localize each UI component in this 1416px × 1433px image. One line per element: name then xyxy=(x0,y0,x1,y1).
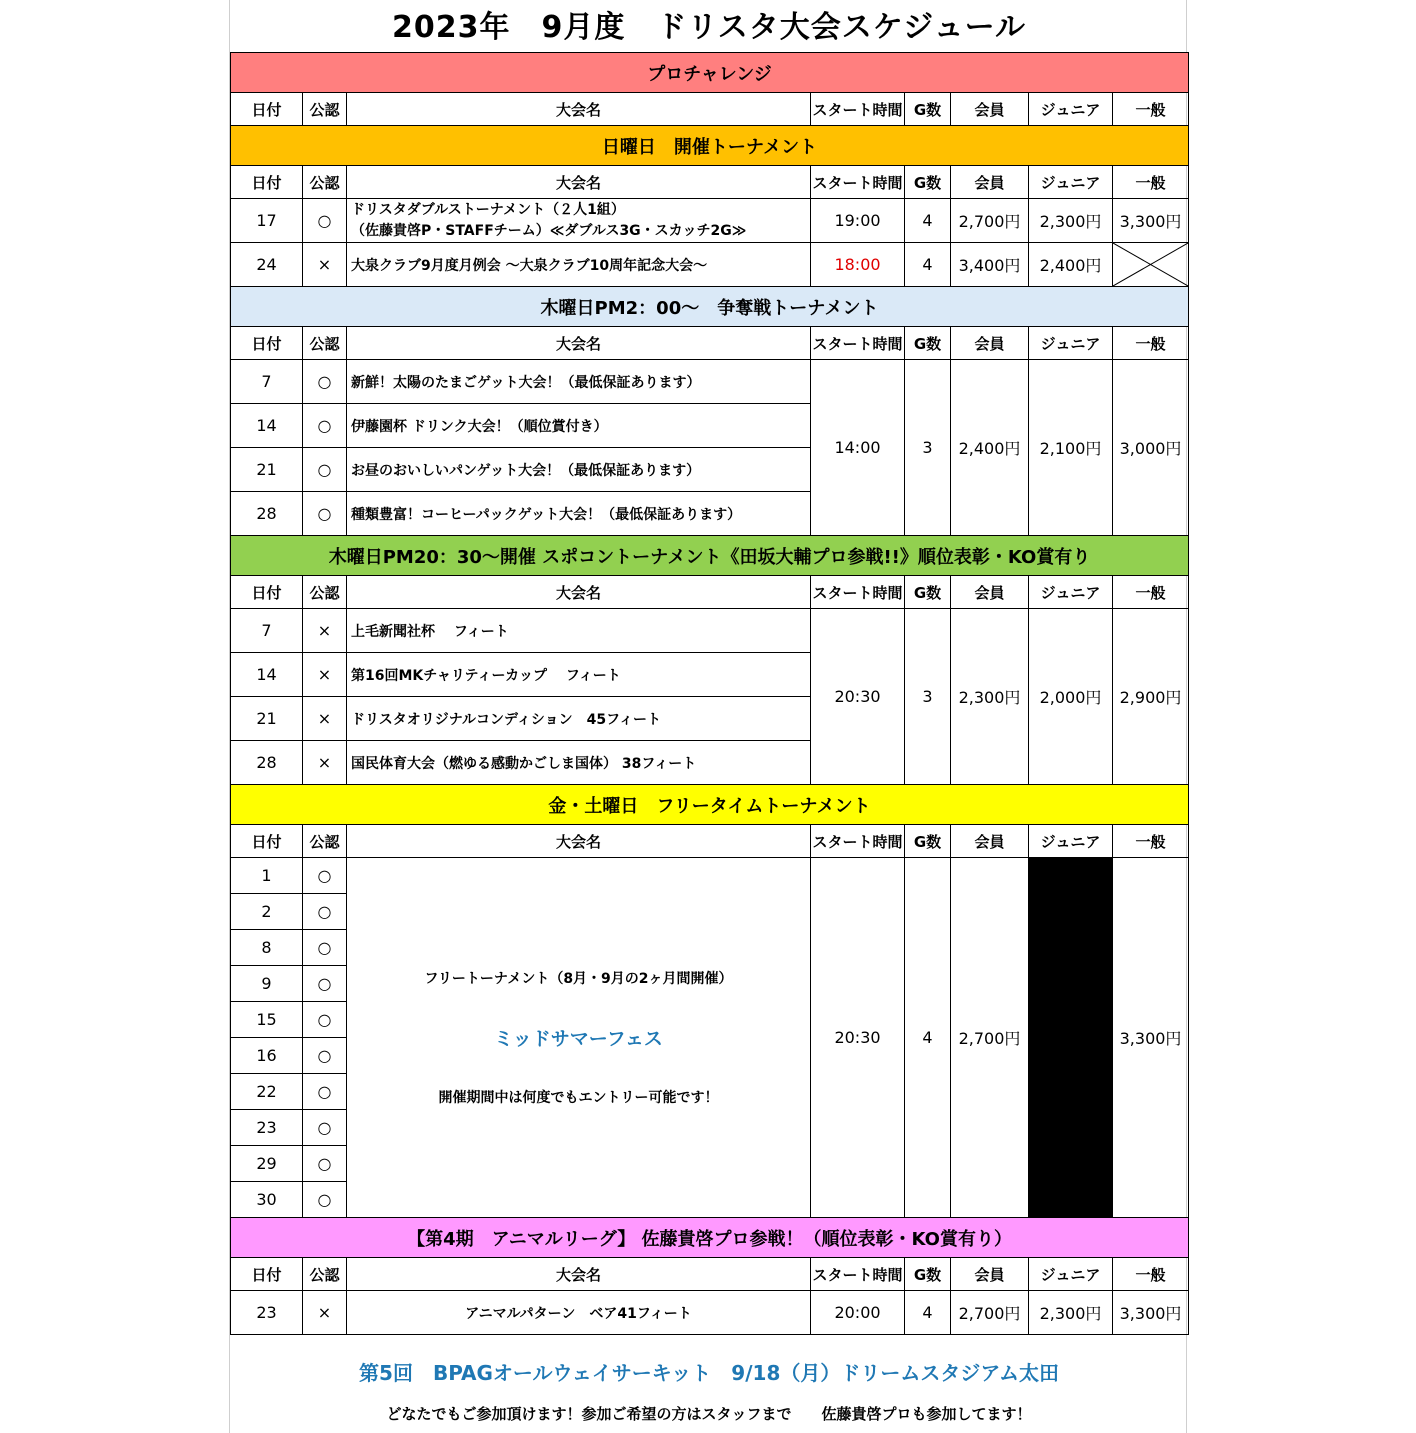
date-cell: 8 xyxy=(231,930,303,966)
section-thursday-pm20 xyxy=(231,536,1189,576)
date-cell: 22 xyxy=(231,1074,303,1110)
tournament-name-line1: ドリスタダブルストーナメント（２人1組） xyxy=(351,201,625,218)
official-mark: × xyxy=(303,1291,347,1335)
col-date-header: 日付 xyxy=(231,327,303,360)
official-mark: ○ xyxy=(303,894,347,930)
start-time: 20:30 xyxy=(811,609,905,785)
col-start-header: スタート時間 xyxy=(811,166,905,199)
tournament-name: 新鮮！太陽のたまごゲット大会！（最低保証あります） xyxy=(347,360,811,404)
col-official-header: 公認 xyxy=(303,166,347,199)
date-cell: 21 xyxy=(231,448,303,492)
date-cell: 24 xyxy=(231,243,303,287)
col-junior-header: ジュニア xyxy=(1029,327,1113,360)
col-member-header: 会員 xyxy=(951,576,1029,609)
official-mark: ○ xyxy=(303,448,347,492)
junior-price-blacked-out xyxy=(1029,858,1113,1218)
free-tournament-info xyxy=(347,858,811,1218)
col-member-header: 会員 xyxy=(951,327,1029,360)
col-games-header: G数 xyxy=(905,576,951,609)
table-row xyxy=(231,243,1189,287)
col-date-header: 日付 xyxy=(231,1258,303,1291)
col-name-header: 大会名 xyxy=(347,1258,811,1291)
official-mark: ○ xyxy=(303,1002,347,1038)
official-mark: × xyxy=(303,609,347,653)
table-row xyxy=(231,360,1189,404)
games-count: 4 xyxy=(905,199,951,243)
participation-note: どなたでもご参加頂けます！参加ご希望の方はスタッフまで 佐藤貴啓プロも参加してます！ xyxy=(386,1405,1032,1423)
official-mark: × xyxy=(303,697,347,741)
start-time: 19:00 xyxy=(811,199,905,243)
col-games-header: G数 xyxy=(905,93,951,126)
page-title: 2023年 9月度 ドリスタ大会スケジュール xyxy=(392,10,1026,45)
date-cell: 14 xyxy=(231,653,303,697)
member-price: 2,400円 xyxy=(951,360,1029,536)
col-date-header: 日付 xyxy=(231,93,303,126)
col-start-header: スタート時間 xyxy=(811,93,905,126)
table-row xyxy=(231,609,1189,653)
games-count: 4 xyxy=(905,1291,951,1335)
official-mark: × xyxy=(303,243,347,287)
col-date-header: 日付 xyxy=(231,166,303,199)
official-mark: ○ xyxy=(303,404,347,448)
col-games-header: G数 xyxy=(905,166,951,199)
free-tournament-note: 開催期間中は何度でもエントリー可能です！ xyxy=(438,1090,719,1106)
start-time: 20:00 xyxy=(811,1291,905,1335)
start-time: 20:30 xyxy=(811,858,905,1218)
section-title: 【第4期 アニマルリーグ】 佐藤貴啓プロ参戦！（順位表彰・KO賞有り） xyxy=(231,1218,1189,1258)
date-cell: 17 xyxy=(231,199,303,243)
member-price: 2,300円 xyxy=(951,609,1029,785)
date-cell: 28 xyxy=(231,492,303,536)
col-official-header: 公認 xyxy=(303,1258,347,1291)
col-junior-header: ジュニア xyxy=(1029,576,1113,609)
date-cell: 21 xyxy=(231,697,303,741)
col-name-header: 大会名 xyxy=(347,825,811,858)
table-row xyxy=(231,858,1189,894)
tournament-name: お昼のおいしいパンゲット大会！（最低保証あります） xyxy=(347,448,811,492)
official-mark: ○ xyxy=(303,1110,347,1146)
col-date-header: 日付 xyxy=(231,576,303,609)
junior-price: 2,300円 xyxy=(1029,199,1113,243)
section-thursday-pm2 xyxy=(231,287,1189,327)
table-row xyxy=(231,1291,1189,1335)
col-general-header: 一般 xyxy=(1113,825,1189,858)
free-tournament-title: ミッドサマーフェス xyxy=(494,1028,663,1050)
col-games-header: G数 xyxy=(905,825,951,858)
table-row xyxy=(231,199,1189,243)
official-mark: ○ xyxy=(303,1074,347,1110)
junior-price: 2,400円 xyxy=(1029,243,1113,287)
table-header-row xyxy=(231,825,1189,858)
col-official-header: 公認 xyxy=(303,576,347,609)
official-mark: ○ xyxy=(303,1182,347,1218)
junior-price: 2,000円 xyxy=(1029,609,1113,785)
section-pro-challenge xyxy=(231,53,1189,93)
col-start-header: スタート時間 xyxy=(811,825,905,858)
junior-price: 2,100円 xyxy=(1029,360,1113,536)
date-cell: 7 xyxy=(231,360,303,404)
official-mark: ○ xyxy=(303,930,347,966)
general-price: 2,900円 xyxy=(1113,609,1189,785)
member-price: 2,700円 xyxy=(951,858,1029,1218)
date-cell: 7 xyxy=(231,609,303,653)
general-price: 3,300円 xyxy=(1113,199,1189,243)
table-header-row xyxy=(231,93,1189,126)
member-price: 2,700円 xyxy=(951,199,1029,243)
official-mark: ○ xyxy=(303,492,347,536)
tournament-name: 種類豊富！コーヒーパックゲット大会！（最低保証あります） xyxy=(347,492,811,536)
col-name-header: 大会名 xyxy=(347,327,811,360)
col-member-header: 会員 xyxy=(951,825,1029,858)
games-count: 4 xyxy=(905,243,951,287)
circuit-announcement: 第5回 BPAGオールウェイサーキット 9/18（月）ドリームスタジアム太田 xyxy=(359,1361,1059,1385)
tournament-name: 上毛新聞社杯 フィート xyxy=(347,609,811,653)
games-count: 3 xyxy=(905,609,951,785)
schedule-sheet xyxy=(229,0,1187,1433)
free-tournament-desc: フリートーナメント（8月・9月の2ヶ月間開催） xyxy=(424,971,733,987)
table-header-row xyxy=(231,1258,1189,1291)
games-count: 3 xyxy=(905,360,951,536)
section-title: 金・土曜日 フリータイムトーナメント xyxy=(231,785,1189,825)
col-junior-header: ジュニア xyxy=(1029,93,1113,126)
member-price: 2,700円 xyxy=(951,1291,1029,1335)
general-price-not-applicable xyxy=(1113,243,1189,287)
section-title: 木曜日PM2：00～ 争奪戦トーナメント xyxy=(231,287,1189,327)
tournament-name: アニマルパターン ベア41フィート xyxy=(347,1291,811,1335)
tournament-name: ドリスタオリジナルコンディション 45フィート xyxy=(347,697,811,741)
date-cell: 29 xyxy=(231,1146,303,1182)
col-junior-header: ジュニア xyxy=(1029,166,1113,199)
col-junior-header: ジュニア xyxy=(1029,825,1113,858)
tournament-name: 国民体育大会（燃ゆる感動かごしま国体） 38フィート xyxy=(347,741,811,785)
official-mark: × xyxy=(303,741,347,785)
general-price: 3,000円 xyxy=(1113,360,1189,536)
col-games-header: G数 xyxy=(905,327,951,360)
col-name-header: 大会名 xyxy=(347,576,811,609)
col-start-header: スタート時間 xyxy=(811,327,905,360)
official-mark: ○ xyxy=(303,966,347,1002)
section-sunday xyxy=(231,126,1189,166)
date-cell: 23 xyxy=(231,1110,303,1146)
official-mark: × xyxy=(303,653,347,697)
col-junior-header: ジュニア xyxy=(1029,1258,1113,1291)
section-free-time xyxy=(231,785,1189,825)
col-general-header: 一般 xyxy=(1113,166,1189,199)
col-name-header: 大会名 xyxy=(347,93,811,126)
col-general-header: 一般 xyxy=(1113,327,1189,360)
date-cell: 14 xyxy=(231,404,303,448)
col-official-header: 公認 xyxy=(303,825,347,858)
table-header-row xyxy=(231,576,1189,609)
col-start-header: スタート時間 xyxy=(811,1258,905,1291)
col-official-header: 公認 xyxy=(303,93,347,126)
tournament-name: 大泉クラブ9月度月例会 ～大泉クラブ10周年記念大会～ xyxy=(347,243,811,287)
table-header-row xyxy=(231,166,1189,199)
schedule-table xyxy=(230,52,1189,1335)
col-member-header: 会員 xyxy=(951,93,1029,126)
table-header-row xyxy=(231,327,1189,360)
col-date-header: 日付 xyxy=(231,825,303,858)
official-mark: ○ xyxy=(303,1146,347,1182)
general-price: 3,300円 xyxy=(1113,858,1189,1218)
date-cell: 16 xyxy=(231,1038,303,1074)
col-name-header: 大会名 xyxy=(347,166,811,199)
section-title: 日曜日 開催トーナメント xyxy=(231,126,1189,166)
col-general-header: 一般 xyxy=(1113,1258,1189,1291)
date-cell: 15 xyxy=(231,1002,303,1038)
junior-price: 2,300円 xyxy=(1029,1291,1113,1335)
official-mark: ○ xyxy=(303,360,347,404)
section-title: プロチャレンジ xyxy=(231,53,1189,93)
tournament-name: 第16回MKチャリティーカップ フィート xyxy=(347,653,811,697)
general-price: 3,300円 xyxy=(1113,1291,1189,1335)
col-start-header: スタート時間 xyxy=(811,576,905,609)
official-mark: ○ xyxy=(303,199,347,243)
section-title: 木曜日PM20：30～開催 スポコントーナメント《田坂大輔プロ参戦!!》順位表彰・KO賞有り xyxy=(231,536,1189,576)
start-time: 14:00 xyxy=(811,360,905,536)
member-price: 3,400円 xyxy=(951,243,1029,287)
official-mark: ○ xyxy=(303,1038,347,1074)
tournament-name-line2: （佐藤貴啓P・STAFFチーム）≪ダブルス3G・スカッチ2G≫ xyxy=(351,222,747,239)
tournament-name: 伊藤園杯 ドリンク大会！（順位賞付き） xyxy=(347,404,811,448)
section-animal-league xyxy=(231,1218,1189,1258)
start-time: 18:00 xyxy=(811,243,905,287)
col-general-header: 一般 xyxy=(1113,93,1189,126)
date-cell: 28 xyxy=(231,741,303,785)
col-member-header: 会員 xyxy=(951,1258,1029,1291)
cross-out-icon xyxy=(1113,243,1188,286)
col-general-header: 一般 xyxy=(1113,576,1189,609)
official-mark: ○ xyxy=(303,858,347,894)
date-cell: 23 xyxy=(231,1291,303,1335)
col-official-header: 公認 xyxy=(303,327,347,360)
date-cell: 1 xyxy=(231,858,303,894)
date-cell: 9 xyxy=(231,966,303,1002)
col-games-header: G数 xyxy=(905,1258,951,1291)
date-cell: 30 xyxy=(231,1182,303,1218)
tournament-name xyxy=(347,199,811,243)
date-cell: 2 xyxy=(231,894,303,930)
col-member-header: 会員 xyxy=(951,166,1029,199)
games-count: 4 xyxy=(905,858,951,1218)
